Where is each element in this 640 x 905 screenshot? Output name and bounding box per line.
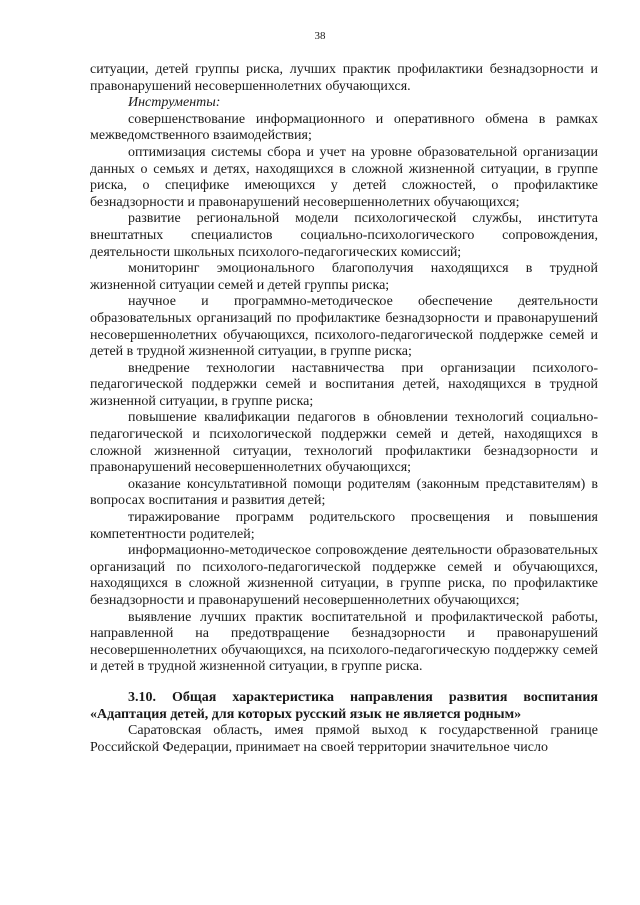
paragraph: внедрение технологии наставничества при организации психолого-педагогической поддержки семей и воспитания детей, находящихся в трудной жизненной ситуации, в группе риска; — [90, 360, 598, 409]
paragraph: выявление лучших практик воспитательной и профилактической работы, направленной на предотвращение безнадзорности и правонарушений несовершеннолетних обучающихся, на психолого-педагогическую поддержку семей и детей в трудной жизненной ситуации, в группе риска. — [90, 609, 598, 675]
paragraph: информационно-методическое сопровождение деятельности образовательных организаций по психолого-педагогической поддержке семей и обучающихся, находящихся в сложной жизненной ситуации, в группе риска, по профилактике безнадзорности и правонарушений несовершеннолетних обучающихся; — [90, 543, 598, 608]
paragraph: оказание консультативной помощи родителям (законным представителям) в вопросах воспитания и развития детей; — [90, 476, 598, 509]
page-number: 38 — [314, 30, 326, 42]
paragraph: мониторинг эмоционального благополучия находящихся в трудной жизненной ситуации семей и детей группы риска; — [90, 261, 598, 293]
paragraph: развитие региональной модели психологической службы, института внештатных специалистов социально-психологического сопровождения, деятельности школьных психолого-педагогических комиссий; — [90, 211, 598, 260]
paragraph: тиражирование программ родительского просвещения и повышения компетентности родителей; — [90, 510, 598, 542]
paragraph: совершенствование информационного и оперативного обмена в рамках межведомственного взаимодействия; — [90, 111, 598, 144]
document-body — [90, 62, 598, 756]
paragraph: повышение квалификации педагогов в обновлении технологий социально-педагогической и психологической поддержки семей и детей, находящихся в сложной жизненной ситуации, технологий профилактики безнадзорности и правонарушений несовершеннолетних обучающихся; — [90, 410, 598, 476]
section-title: 3.10. Общая характеристика направления развития воспитания «Адаптация детей, для которых русский язык не является родным» — [90, 689, 598, 722]
paragraph: ситуации, детей группы риска, лучших практик профилактики безнадзорности и правонарушений несовершеннолетних обучающихся. — [90, 62, 598, 94]
paragraph: научное и программно-методическое обеспечение деятельности образовательных организаций по профилактике безнадзорности и правонарушений несовершеннолетних обучающихся, психолого-педагогической поддержке семей и детей в трудной жизненной ситуации, в группе риска; — [90, 294, 598, 360]
paragraph: оптимизация системы сбора и учет на уровне образовательной организации данных о семьях и детях, находящихся в сложной жизненной ситуации, в группе риска, о специфике имеющихся у детей сложностей, о профилактике безнадзорности и правонарушений несовершеннолетних обучающихся; — [90, 144, 598, 210]
instruments-label: Инструменты: — [128, 95, 221, 111]
closing-paragraph: Саратовская область, имея прямой выход к государственной границе Российской Федерации, принимает на своей территории значительное число — [90, 723, 598, 755]
